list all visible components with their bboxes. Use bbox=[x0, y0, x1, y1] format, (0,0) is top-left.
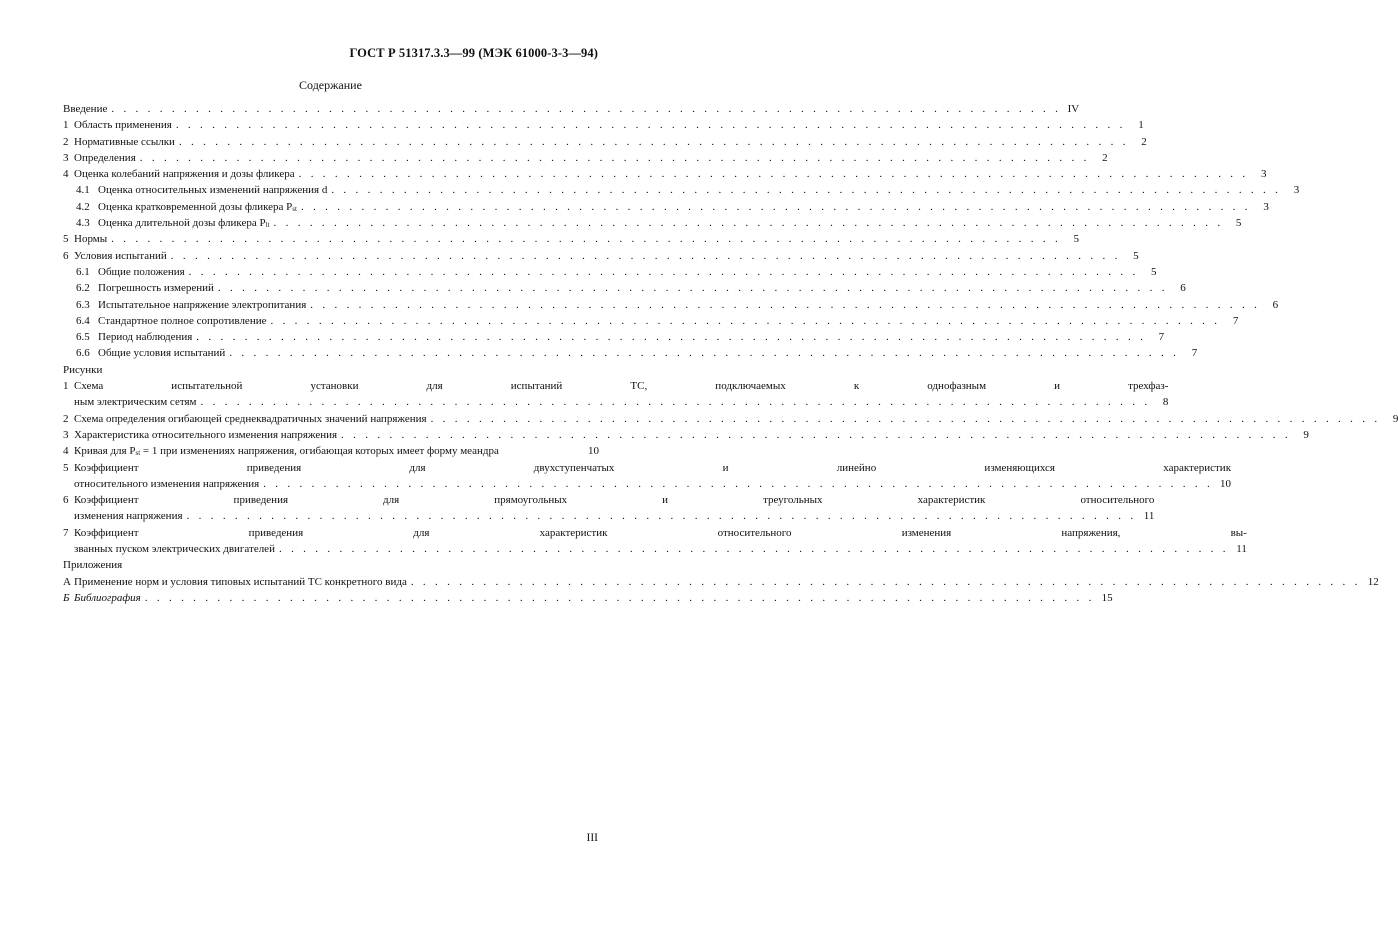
toc-page-number: 3 bbox=[1263, 200, 1269, 213]
toc-entry-text: Испытательное напряжение электропитания bbox=[98, 298, 307, 311]
toc-entry-number: 5 bbox=[63, 233, 69, 246]
toc-entry-text-continued: ным электрическим сетям bbox=[74, 396, 197, 409]
toc-entry-text: Оценка относительных изменений напряжения d bbox=[98, 184, 328, 197]
toc-page-number: 7 bbox=[1232, 314, 1239, 327]
dot-leader: . . . . . . . . . . . . . . . . . . . . . . . . . . . . . . . . . . . . . . . . . . . . . . . . . . . . . . . . . . . . . . . . . . . . . . . . . . . . . . . bbox=[186, 510, 1137, 523]
toc-entry-number: 4 bbox=[63, 445, 69, 458]
toc-entry-1[interactable] bbox=[63, 117, 1144, 133]
toc-figure-6[interactable] bbox=[63, 492, 1155, 525]
dot-leader: . . . . . . . . . . . . . . . . . . . . . . . . . . . . . . . . . . . . . . . . . . . . . . . . . . . . . . . . . . . . . . . . . . . . . . . . . . . . . . . bbox=[144, 591, 1095, 604]
toc-page-number: 6 bbox=[1272, 298, 1279, 311]
toc-entry-text: Кривая для P bbox=[74, 445, 136, 458]
toc-figure-1[interactable] bbox=[63, 378, 1169, 411]
toc-entry-text: Общие условия испытаний bbox=[98, 347, 226, 360]
dot-leader: . . . . . . . . . . . . . . . . . . . . . . . . . . . . . . . . . . . . . . . . . . . . . . . . . . . . . . . . . . . . . . . . . . . . . . . . . . . . . . . bbox=[188, 265, 1139, 278]
toc-entry-text: Условия испытаний bbox=[74, 249, 167, 262]
document-header: ГОСТ Р 51317.3.3—99 (МЭК 61000-3-3—94) bbox=[349, 46, 598, 60]
toc-page-number: 7 bbox=[1158, 331, 1165, 344]
toc-page-number: 11 bbox=[1236, 543, 1247, 556]
toc-entry-text: Нормативные ссылки bbox=[74, 135, 175, 148]
dot-leader: . . . . . . . . . . . . . . . . . . . . . . . . . . . . . . . . . . . . . . . . . . . . . . . . . . . . . . . . . . . . . . . . . . . . . . . . . . . . . . . bbox=[170, 249, 1121, 262]
toc-page-number: 5 bbox=[1133, 249, 1139, 262]
toc-entry-6-5[interactable] bbox=[63, 329, 1165, 345]
toc-entry-number: 6 bbox=[63, 249, 69, 262]
toc-entry-text: Введение bbox=[63, 103, 108, 115]
dot-leader: . . . . . . . . . . . . . . . . . . . . . . . . . . . . . . . . . . . . . . . . . . . . . . . . . . . . . . . . . . . . . . . . . . . . . . . . . . . . . . . bbox=[273, 217, 1224, 230]
toc-entry-number: 1 bbox=[63, 380, 69, 393]
toc-page-number: 5 bbox=[1073, 233, 1079, 246]
toc-entry-text: Оценка длительной дозы фликера P bbox=[98, 217, 266, 230]
toc-entry-number: 2 bbox=[63, 135, 69, 148]
dot-leader: . . . . . . . . . . . . . . . . . . . . . . . . . . . . . . . . . . . . . . . . . . . . . . . . . . . . . . . . . . . . . . . . . . . . . . . . . . . . . . . bbox=[410, 575, 1361, 588]
toc-entry-text: Определения bbox=[74, 151, 136, 164]
toc-entry-text-continued: = 1 при изменениях напряжения, огибающая которых имеет форму меандра bbox=[140, 445, 499, 458]
toc-entry-6[interactable] bbox=[63, 248, 1139, 264]
dot-leader: . . . . . . . . . . . . . . . . . . . . . . . . . . . . . . . . . . . . . . . . . . . . . . . . . . . . . . . . . . . . . . . . . . . . . . . . . . . . . . . bbox=[139, 151, 1090, 164]
toc-title: Содержание bbox=[299, 78, 362, 92]
dot-leader: . . . . . . . . . . . . . . . . . . . . . . . . . . . . . . . . . . . . . . . . . . . . . . . . . . . . . . . . . . . . . . . . . . . . . . . . . . . . . . . bbox=[229, 347, 1180, 360]
subscript: st bbox=[135, 449, 141, 458]
toc-appendix-b[interactable] bbox=[63, 590, 1113, 606]
toc-entry-6-3[interactable] bbox=[63, 297, 1279, 313]
toc-page-number: 6 bbox=[1180, 282, 1186, 295]
toc-figure-7[interactable] bbox=[63, 525, 1247, 558]
toc-entry-text: Оценка колебаний напряжения и дозы фликера bbox=[74, 168, 295, 181]
toc-page-number: 3 bbox=[1260, 168, 1267, 181]
toc-entry-number: 4 bbox=[63, 168, 69, 181]
toc-page-number: 7 bbox=[1191, 347, 1198, 360]
toc-entry-2[interactable] bbox=[63, 134, 1147, 150]
toc-page-number: 3 bbox=[1293, 184, 1300, 197]
dot-leader: . . . . . . . . . . . . . . . . . . . . . . . . . . . . . . . . . . . . . . . . . . . . . . . . . . . . . . . . . . . . . . . . . . . . . . . . . . . . . . . bbox=[111, 103, 1062, 115]
toc-entry-number: 6.6 bbox=[76, 347, 90, 360]
toc-entry-text: Характеристика относительного изменения напряжения bbox=[74, 428, 338, 441]
appendices-heading: Приложения bbox=[63, 559, 123, 572]
toc-entry-text-continued: относительного изменения напряжения bbox=[74, 477, 260, 490]
toc-entry-text: Оценка кратковременной дозы фликера P bbox=[98, 200, 293, 213]
toc-entry-text: Применение норм и условия типовых испытаний ТС конкретного вида bbox=[74, 575, 407, 588]
toc-entry-text-continued: званных пуском электрических двигателей bbox=[74, 543, 275, 556]
toc-entry-number: 4.2 bbox=[76, 200, 90, 213]
toc-page-number: 10 bbox=[1220, 477, 1232, 490]
toc-entry-number: 6.3 bbox=[76, 298, 90, 311]
dot-leader: . . . . . . . . . . . . . . . . . . . . . . . . . . . . . . . . . . . . . . . . . . . . . . . . . . . . . . . . . . . . . . . . . . . . . . . . . . . . . . . bbox=[270, 314, 1221, 327]
toc-entry-text: Стандартное полное сопротивление bbox=[98, 314, 267, 327]
toc-entry-4[interactable] bbox=[63, 166, 1267, 182]
toc-figure-3[interactable] bbox=[63, 427, 1309, 443]
toc-page-number: 9 bbox=[1303, 428, 1309, 441]
dot-leader: . . . . . . . . . . . . . . . . . . . . . . . . . . . . . . . . . . . . . . . . . . . . . . . . . . . . . . . . . . . . . . . . . . . . . . . . . . . . . . . bbox=[178, 135, 1129, 148]
toc-figure-4[interactable] bbox=[63, 443, 599, 459]
subscript: lt bbox=[265, 221, 270, 230]
toc-entry-number: 3 bbox=[63, 151, 69, 164]
toc-page-number: 9 bbox=[1392, 412, 1398, 425]
toc-entry-number: 6 bbox=[63, 494, 69, 507]
dot-leader: . . . . . . . . . . . . . . . . . . . . . . . . . . . . . . . . . . . . . . . . . . . . . . . . . . . . . . . . . . . . . . . . . . . . . . . . . . . . . . . bbox=[341, 428, 1291, 441]
dot-leader: . . . . . . . . . . . . . . . . . . . . . . . . . . . . . . . . . . . . . . . . . . . . . . . . . . . . . . . . . . . . . . . . . . . . . . . . . . . . . . . bbox=[430, 412, 1381, 425]
toc-entry-number: 3 bbox=[63, 428, 69, 441]
figures-heading: Рисунки bbox=[63, 363, 103, 376]
dot-leader: . . . . . . . . . . . . . . . . . . . . . . . . . . . . . . . . . . . . . . . . . . . . . . . . . . . . . . . . . . . . . . . . . . . . . . . . . . . . . . . bbox=[196, 331, 1147, 344]
toc-appendix-a[interactable] bbox=[63, 574, 1379, 590]
toc-entry-number: А bbox=[63, 575, 71, 588]
toc-page-number: IV bbox=[1067, 103, 1080, 115]
toc-entry-text: Погрешность измерений bbox=[98, 282, 214, 295]
toc-figure-2[interactable] bbox=[63, 411, 1398, 427]
dot-leader: . . . . . . . . . . . . . . . . . . . . . . . . . . . . . . . . . . . . . . . . . . . . . . . . . . . . . . . . . . . . . . . . . . . . . . . . . . . . . . . bbox=[298, 168, 1249, 181]
toc-entry-6-2[interactable] bbox=[63, 280, 1186, 296]
toc-entry-4-2[interactable] bbox=[63, 199, 1269, 215]
toc-page-number: 2 bbox=[1141, 135, 1147, 148]
toc-page-number: 1 bbox=[1138, 119, 1144, 132]
table-of-contents bbox=[63, 101, 1398, 606]
toc-entry-text-continued: изменения напряжения bbox=[74, 510, 183, 523]
toc-page-number: 11 bbox=[1143, 510, 1155, 523]
toc-page-number: 2 bbox=[1102, 151, 1108, 164]
dot-leader: . . . . . . . . . . . . . . . . . . . . . . . . . . . . . . . . . . . . . . . . . . . . . . . . . . . . . . . . . . . . . . . . . . . . . . . . . . . . . . . bbox=[278, 543, 1229, 556]
dot-leader: . . . . . . . . . . . . . . . . . . . . . . . . . . . . . . . . . . . . . . . . . . . . . . . . . . . . . . . . . . . . . . . . . . . . . . . . . . . . . . . bbox=[111, 233, 1061, 246]
toc-entry-text: Нормы bbox=[74, 233, 108, 246]
toc-entry-text: Период наблюдения bbox=[98, 331, 193, 344]
page-number: III bbox=[586, 832, 598, 844]
toc-page-number: 5 bbox=[1151, 265, 1157, 278]
toc-entry-number: 6.2 bbox=[76, 282, 90, 295]
toc-entry-number: 4.3 bbox=[76, 217, 90, 230]
toc-entry-text: Библиография bbox=[74, 591, 141, 604]
toc-page-number: 12 bbox=[1367, 575, 1379, 588]
toc-entry-text: Коэффициент приведения для прямоугольных и треугольных характеристик относительного bbox=[74, 494, 1155, 507]
toc-entry-number: 4.1 bbox=[76, 184, 90, 197]
toc-entry-text: Коэффициент приведения для двухступенчатых и линейно изменяющихся характеристик bbox=[74, 461, 1232, 474]
dot-leader: . . . . . . . . . . . . . . . . . . . . . . . . . . . . . . . . . . . . . . . . . . . . . . . . . . . . . . . . . . . . . . . . . . . . . . . . . . . . . . . bbox=[175, 119, 1126, 132]
dot-leader: . . . . . . . . . . . . . . . . . . . . . . . . . . . . . . . . . . . . . . . . . . . . . . . . . . . . . . . . . . . . . . . . . . . . . . . . . . . . . . . bbox=[310, 298, 1261, 311]
toc-figure-5[interactable] bbox=[63, 460, 1232, 493]
toc-entry-text: Область применения bbox=[74, 119, 172, 132]
dot-leader: . . . . . . . . . . . . . . . . . . . . . . . . . . . . . . . . . . . . . . . . . . . . . . . . . . . . . . . . . . . . . . . . . . . . . . . . . . . . . . . bbox=[331, 184, 1282, 197]
toc-entry-4-3[interactable] bbox=[63, 215, 1242, 231]
toc-page-number: 8 bbox=[1162, 396, 1169, 409]
toc-entry-6-1[interactable] bbox=[63, 264, 1157, 280]
toc-entry-6-6[interactable] bbox=[63, 345, 1198, 361]
toc-entry-5[interactable] bbox=[63, 231, 1079, 247]
toc-entry-3[interactable] bbox=[63, 150, 1108, 166]
toc-entry-number: 5 bbox=[63, 461, 69, 474]
toc-entry-number: 6.4 bbox=[76, 314, 90, 327]
dot-leader: . . . . . . . . . . . . . . . . . . . . . . . . . . . . . . . . . . . . . . . . . . . . . . . . . . . . . . . . . . . . . . . . . . . . . . . . . . . . . . . bbox=[217, 282, 1168, 295]
toc-entry-text: Коэффициент приведения для характеристик относительного изменения напряжения, вы- bbox=[74, 526, 1247, 539]
dot-leader: . . . . . . . . . . . . . . . . . . . . . . . . . . . . . . . . . . . . . . . . . . . . . . . . . . . . . . . . . . . . . . . . . . . . . . . . . . . . . . . bbox=[200, 396, 1151, 409]
toc-entry-text: Схема испытательной установки для испытаний ТС, подключаемых к однофазным и трехфаз- bbox=[74, 380, 1169, 393]
toc-entry-6-4[interactable] bbox=[63, 313, 1239, 329]
toc-page-number: 5 bbox=[1235, 217, 1242, 230]
toc-entry-number: 2 bbox=[63, 412, 69, 425]
toc-entry-number: Б bbox=[63, 591, 70, 604]
toc-entry-text: Схема определения огибающей среднеквадратичных значений напряжения bbox=[74, 412, 427, 425]
toc-entry-number: 6.1 bbox=[76, 265, 90, 278]
toc-entry-number: 6.5 bbox=[76, 331, 90, 344]
subscript: st bbox=[292, 204, 297, 213]
toc-entry-4-1[interactable] bbox=[63, 182, 1300, 198]
toc-entry-number: 7 bbox=[63, 526, 69, 539]
toc-entry-number: 1 bbox=[63, 119, 69, 132]
toc-page-number: 15 bbox=[1101, 591, 1113, 604]
toc-entry-text: Общие положения bbox=[98, 265, 185, 278]
dot-leader: . . . . . . . . . . . . . . . . . . . . . . . . . . . . . . . . . . . . . . . . . . . . . . . . . . . . . . . . . . . . . . . . . . . . . . . . . . . . . . . bbox=[300, 200, 1251, 213]
toc-page-number: 10 bbox=[588, 445, 599, 458]
toc-entry-introduction[interactable] bbox=[63, 101, 1080, 117]
dot-leader: . . . . . . . . . . . . . . . . . . . . . . . . . . . . . . . . . . . . . . . . . . . . . . . . . . . . . . . . . . . . . . . . . . . . . . . . . . . . . . . bbox=[263, 477, 1214, 490]
